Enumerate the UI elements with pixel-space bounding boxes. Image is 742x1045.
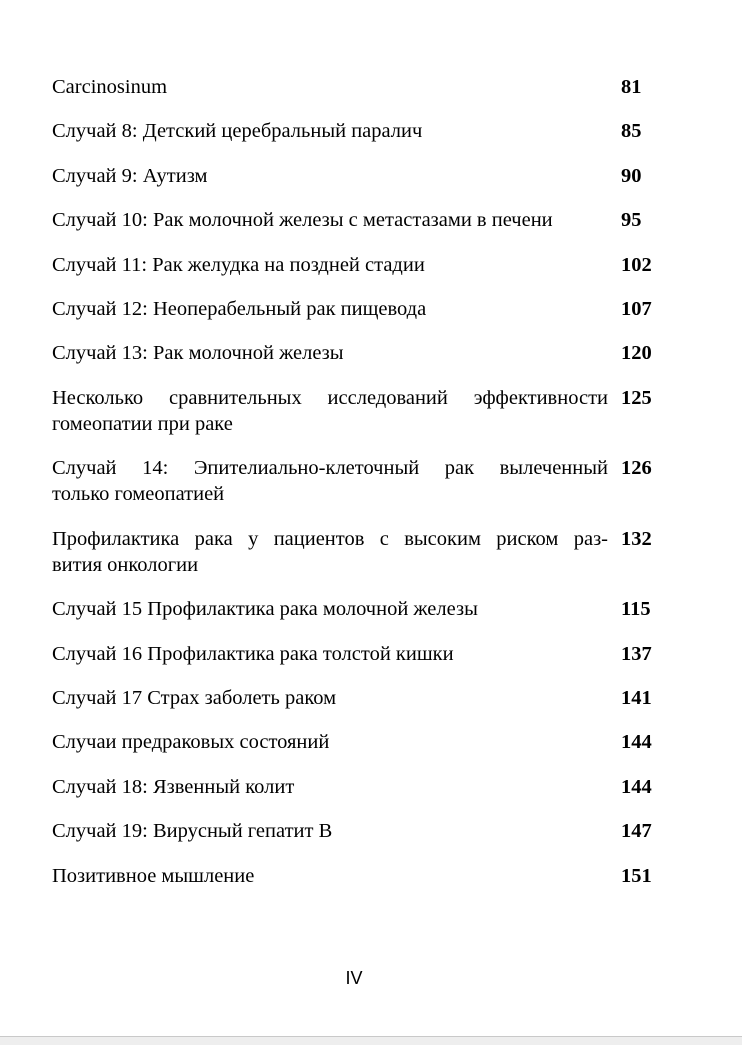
toc-entry — [52, 74, 662, 118]
toc-entry-title: Случай 11: Рак желудка на поздней стадии — [52, 253, 425, 276]
toc-entry-page: 151 — [621, 864, 652, 887]
toc-entry-title: Случай 9: Аутизм — [52, 164, 208, 187]
toc-entry-title: Случаи предраковых состояний — [52, 731, 330, 754]
toc-entry-title-line: вития онкологии — [52, 553, 199, 576]
toc-entry-page: 125 — [621, 386, 652, 409]
toc-entry — [52, 207, 662, 251]
toc-entry-title-line: гомеопатии при раке — [52, 412, 233, 435]
toc-entry-page: 102 — [621, 253, 652, 276]
toc-entry — [52, 641, 662, 685]
toc-entry-page: 85 — [621, 120, 642, 143]
toc-entry-title — [52, 455, 608, 507]
toc-entry-title: Случай 8: Детский церебральный паралич — [52, 120, 423, 143]
toc-entry — [52, 455, 662, 526]
toc-entry-page: 137 — [621, 642, 652, 665]
toc-entry-page: 132 — [621, 527, 652, 550]
toc-entry-title — [52, 385, 608, 437]
toc-entry-title: Случай 10: Рак молочной железы с метастазами в печени — [52, 209, 553, 232]
toc-entry — [52, 526, 662, 597]
toc-entry-page: 144 — [621, 775, 652, 798]
toc-entry — [52, 118, 662, 162]
toc-entry-title — [52, 526, 608, 578]
toc-entry — [52, 685, 662, 729]
toc-entry-page: 90 — [621, 164, 642, 187]
toc-entry-title: Случай 15 Профилактика рака молочной железы — [52, 598, 478, 621]
toc-entry — [52, 818, 662, 862]
toc-entry-page: 95 — [621, 209, 642, 232]
toc-entry-title-line: Случай 14: Эпителиально-клеточный рак вылеченный — [52, 457, 608, 480]
toc-entry — [52, 385, 662, 456]
toc-entry-page: 126 — [621, 457, 652, 480]
toc-entry-title: Случай 17 Страх заболеть раком — [52, 687, 337, 710]
toc-entry-title: Carcinosinum — [52, 76, 168, 98]
table-of-contents — [52, 74, 662, 907]
toc-entry — [52, 729, 662, 773]
toc-entry-title: Случай 18: Язвенный колит — [52, 775, 295, 798]
toc-entry-page: 115 — [621, 598, 651, 621]
toc-entry-title: Позитивное мышление — [52, 864, 255, 887]
toc-entry-title: Случай 19: Вирусный гепатит В — [52, 820, 333, 843]
toc-entry-title: Случай 16 Профилактика рака толстой кишки — [52, 642, 454, 665]
toc-entry — [52, 296, 662, 340]
toc-entry-page: 107 — [621, 297, 652, 320]
toc-entry-page: 144 — [621, 731, 652, 754]
toc-entry — [52, 163, 662, 207]
toc-entry-title-line: Несколько сравнительных исследований эффективности — [52, 386, 608, 409]
toc-entry-page: 81 — [621, 76, 642, 98]
toc-entry — [52, 774, 662, 818]
toc-entry-page: 120 — [621, 342, 652, 365]
toc-entry — [52, 252, 662, 296]
toc-entry-title-line: Профилактика рака у пациентов с высоким риском раз- — [52, 527, 608, 550]
toc-entry-title: Случай 13: Рак молочной железы — [52, 342, 344, 365]
toc-entry — [52, 863, 662, 907]
toc-entry-title: Случай 12: Неоперабельный рак пищевода — [52, 297, 427, 320]
page-number: IV — [345, 968, 363, 988]
toc-entry — [52, 596, 662, 640]
toc-entry — [52, 340, 662, 384]
toc-entry-page: 141 — [621, 687, 652, 710]
page-bottom-edge — [0, 1036, 742, 1045]
toc-entry-page: 147 — [621, 820, 652, 843]
toc-entry-title-line: только гомеопатией — [52, 483, 225, 506]
